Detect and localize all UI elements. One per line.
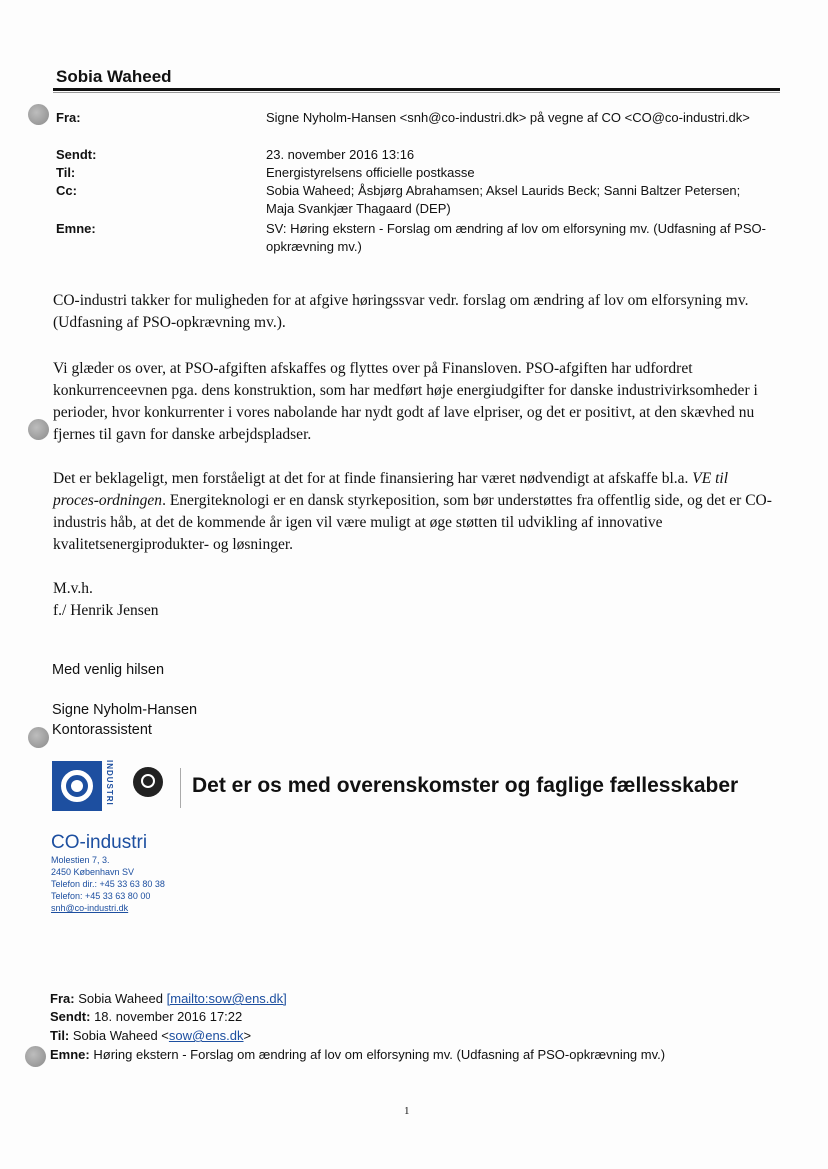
union-emblem-icon: [133, 767, 163, 797]
fwd-to-label: Til:: [50, 1028, 70, 1043]
fwd-subject-label: Emne:: [50, 1047, 90, 1062]
punch-hole-icon: [25, 1046, 46, 1067]
fwd-sent-value: 18. november 2016 17:22: [94, 1009, 243, 1024]
p3-italic-term: VE til proces-ordningen: [53, 470, 729, 509]
company-address-line2: 2450 København SV: [51, 867, 135, 877]
fwd-from-line: [50, 991, 287, 1006]
company-phone: Telefon: +45 33 63 80 00: [51, 891, 151, 901]
fwd-to-line: [50, 1028, 251, 1043]
punch-hole-icon: [28, 104, 49, 125]
fwd-from-value: Sobia Waheed: [78, 991, 163, 1006]
fwd-to-value: Sobia Waheed <: [72, 1028, 169, 1043]
signature-name: Signe Nyholm-Hansen: [52, 702, 198, 718]
slogan: Det er os med overenskomster og faglige fællesskaber: [192, 774, 739, 797]
from-value: Signe Nyholm-Hansen <snh@co-industri.dk> på vegne af CO <CO@co-industri.dk>: [266, 110, 750, 125]
to-value: Energistyrelsens officielle postkasse: [266, 165, 475, 180]
body-paragraph-3: [53, 468, 773, 556]
closing-signer: f./ Henrik Jensen: [53, 602, 159, 619]
from-label: Fra:: [56, 110, 81, 125]
fwd-subject-value: Høring ekstern - Forslag om ændring af lov om elforsyning mv. (Udfasning af PSO-opkrævning mv.): [93, 1047, 666, 1062]
header-rule: [53, 88, 780, 91]
page-number: 1: [404, 1105, 410, 1117]
fwd-subject-line: [50, 1047, 665, 1062]
sender-name: Sobia Waheed: [56, 67, 172, 86]
fwd-to-close: >: [243, 1028, 252, 1043]
p3-text-start: Det er beklageligt, men forståeligt at det for at finde finansiering har været nødvendigt at afskaffe bl.a.: [53, 470, 693, 487]
to-label: Til:: [56, 165, 76, 180]
body-paragraph-2: Vi glæder os over, at PSO-afgiften afskaffes og flyttes over på Finansloven. PSO-afgiften har udfordret konkurrenceevnen pga. dens konstruktion, som har medført høje energiudgifter for danske industrivirksomheder i perioder, hvor konkurrenter i vores nabolande har nydt godt af lave elpriser, og det er positivt, at den skævhed nu fjernes til gavn for danske arbejdspladser.: [53, 360, 758, 443]
fwd-from-label: Fra:: [50, 991, 75, 1006]
company-email-link[interactable]: snh@co-industri.dk: [51, 903, 129, 913]
slogan-divider: [180, 768, 181, 808]
sent-label: Sendt:: [56, 147, 97, 162]
company-phone-direct: Telefon dir.: +45 33 63 80 38: [51, 879, 165, 889]
signature-greeting: Med venlig hilsen: [52, 662, 165, 678]
fwd-sent-line: [50, 1009, 242, 1024]
cc-value: Sobia Waheed; Åsbjørg Abrahamsen; Aksel Laurids Beck; Sanni Baltzer Petersen; Maja Svankjær Thagaard (DEP): [266, 183, 741, 216]
logo-vertical-text: INDUSTRI: [105, 760, 114, 806]
punch-hole-icon: [28, 727, 49, 748]
subject-label: Emne:: [56, 221, 96, 236]
header-rule-thin: [53, 92, 780, 93]
cc-label: Cc:: [56, 183, 77, 198]
body-paragraph-1: CO-industri takker for muligheden for at afgive høringssvar vedr. forslag om ændring af lov om elforsyning mv. (Udfasning af PSO-opkrævning mv.).: [53, 292, 749, 331]
company-address-line1: Molestien 7, 3.: [51, 855, 110, 865]
punch-hole-icon: [28, 419, 49, 440]
sent-value: 23. november 2016 13:16: [266, 147, 415, 162]
fwd-to-link[interactable]: sow@ens.dk: [168, 1028, 244, 1043]
p3-text-end: . Energiteknologi er en dansk styrkeposition, som bør understøttes fra offentlig side, og det er CO-industris håb, at det de kommende år igen vil være muligt at øge støtten til udvikling af innovative kvalitetsenergiprodukter- og løsninger.: [53, 492, 772, 553]
subject-value: SV: Høring ekstern - Forslag om ændring af lov om elforsyning mv. (Udfasning af PSO-opkrævning mv.): [266, 221, 766, 254]
company-name: CO-industri: [51, 832, 148, 853]
fwd-from-mailto-link[interactable]: [mailto:sow@ens.dk]: [166, 991, 287, 1006]
signature-title: Kontorassistent: [52, 722, 152, 738]
closing-regards: M.v.h.: [53, 580, 93, 597]
fwd-sent-label: Sendt:: [50, 1009, 91, 1024]
